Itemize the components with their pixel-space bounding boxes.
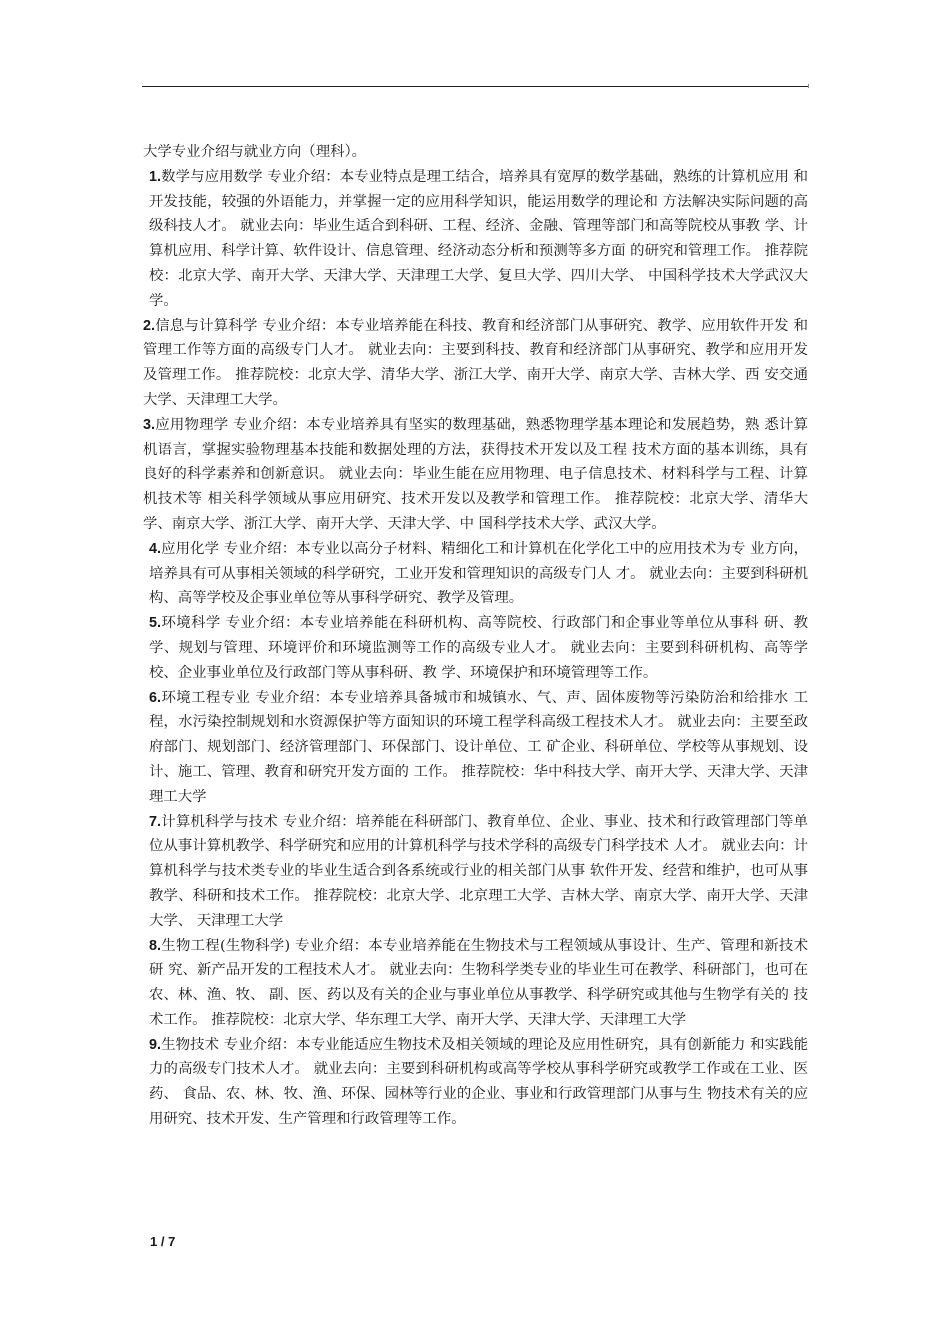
entry-number: 6. xyxy=(149,689,162,706)
entry-text: 信息与计算科学 专业介绍：本专业培养能在科技、教育和经济部门从事研究、教学、应用软件开发 和管理工作等方面的高级专门人才。 就业去向：主要到科技、教育和经济部门从事研究、教学和应用开发及管理工作。 推荐院校：北京大学、清华大学、浙江大学、南开大学、南京大学、吉林大学、西 安交通大学、天津理工大学。 xyxy=(143,317,808,408)
entry-text: 应用物理学 专业介绍：本专业培养具有坚实的数理基础，熟悉物理学基本理论和发展趋势，熟 悉计算机语言，掌握实验物理基本技能和数据处理的方法，获得技术开发以及工程 技术方面的基本训练，具有良好的科学素养和创新意识。 就业去向：毕业生能在应用物理、电子信息技术、材料科学与工程、计算机技术等 相关科学领域从事应用研究、技术开发以及教学和管理工作。 推荐院校：北京大学、清华大学、南京大学、浙江大学、南开大学、天津大学、中 国科学技术大学、武汉大学。 xyxy=(143,416,808,532)
entry-6 xyxy=(143,686,808,810)
entry-number: 4. xyxy=(149,540,162,557)
entry-number: 7. xyxy=(149,813,162,830)
header-rule-end-mark xyxy=(808,84,809,88)
entry-4 xyxy=(143,537,808,611)
document-title: 大学专业介绍与就业方向（理科）。 xyxy=(143,144,367,160)
entry-number: 2. xyxy=(143,317,156,334)
entry-text: 数学与应用数学 专业介绍：本专业特点是理工结合，培养具有宽厚的数学基础，熟练的计算机应用 和开发技能，较强的外语能力，并掌握一定的应用科学知识，能运用数学的理论和 方法解决实际问题的高级科技人才。 就业去向：毕业生适合到科研、工程、经济、金融、管理等部门和高等院校从事教 学、计算机应用、科学计算、软件设计、信息管理、经济动态分析和预测等多方面 的研究和管理工作。 推荐院校：北京大学、南开大学、天津大学、天津理工大学、复旦大学、四川大学、 中国科学技术大学武汉大学。 xyxy=(149,168,808,309)
entry-5 xyxy=(143,611,808,685)
entry-number: 5. xyxy=(149,615,162,632)
entry-text: 应用化学 专业介绍：本专业以高分子材料、精细化工和计算机在化学化工中的应用技术为专 业方向，培养具有可从事相关领域的科学研究，工业开发和管理知识的高级专门人 才。 就业去向：主要到科研机构、高等学校及企事业单位等从事科学研究、教学及管理。 xyxy=(149,540,808,607)
entry-3 xyxy=(143,413,808,537)
entry-number: 9. xyxy=(149,1036,162,1053)
entry-text: 生物工程(生物科学) 专业介绍：本专业培养能在生物技术与工程领域从事设计、生产、管理和新技术研 究、新产品开发的工程技术人才。 就业去向：生物科学类专业的毕业生可在教学、科研部门，也可在农、林、渔、牧、 副、医、药以及有关的企业与事业单位从事教学、科学研究或其他与生物学有关的 技术工作。 推荐院校：北京大学、华东理工大学、南开大学、天津大学、天津理工大学 xyxy=(149,937,808,1028)
entry-text: 计算机科学与技术 专业介绍：培养能在科研部门、教育单位、企业、事业、技术和行政管理部门等单 位从事计算机教学、科学研究和应用的计算机科学与技术学科的高级专门科学技术 人才。 就业去向：计算机科学与技术类专业的毕业生适合到各系统或行业的相关部门从事 软件开发、经营和维护，也可从事教学、科研和技术工作。 推荐院校：北京大学、北京理工大学、吉林大学、南京大学、南开大学、天津大学、 天津理工大学 xyxy=(149,813,808,929)
entry-7 xyxy=(143,810,808,934)
entry-number: 8. xyxy=(149,937,162,954)
entry-number: 3. xyxy=(143,416,156,433)
entry-number: 1. xyxy=(149,168,162,185)
entry-8 xyxy=(143,934,808,1033)
entry-text: 环境科学 专业介绍：本专业培养能在科研机构、高等院校、行政部门和企事业等单位从事科 研、教学、规划与管理、环境评价和环境监测等工作的高级专业人才。 就业去向：主要到科研机构、高等学校、企业事业单位及行政部门等从事科研、教 学、环境保护和环境管理等工作。 xyxy=(149,615,808,681)
entry-text: 生物技术 专业介绍：本专业能适应生物技术及相关领域的理论及应用性研究，具有创新能力 和实践能力的高级专门技术人才。 就业去向：主要到科研机构或高等学校从事科学研究或教学工作或在工业、医药、 食品、农、林、牧、渔、环保、园林等行业的企业、事业和行政管理部门从事与生 物技术有关的应用研究、技术开发、生产管理和行政管理等工作。 xyxy=(149,1036,808,1128)
page-number: 1 / 7 xyxy=(150,1234,176,1249)
document-body xyxy=(143,140,808,1132)
entry-1 xyxy=(143,165,808,314)
entry-text: 环境工程专业 专业介绍：本专业培养具备城市和城镇水、气、声、固体废物等污染防治和给排水 工程，水污染控制规划和水资源保护等方面知识的环境工程学科高级工程技术人才。 就业去向：主要至政府部门、规划部门、经济管理部门、环保部门、设计单位、工 矿企业、科研单位、学校等从事规划、设计、施工、管理、教育和研究开发方面的 工作。 推荐院校：华中科技大学、南开大学、天津大学、天津理工大学 xyxy=(149,689,808,805)
entry-2 xyxy=(143,314,808,413)
entry-9 xyxy=(143,1033,808,1132)
header-rule xyxy=(142,86,808,87)
